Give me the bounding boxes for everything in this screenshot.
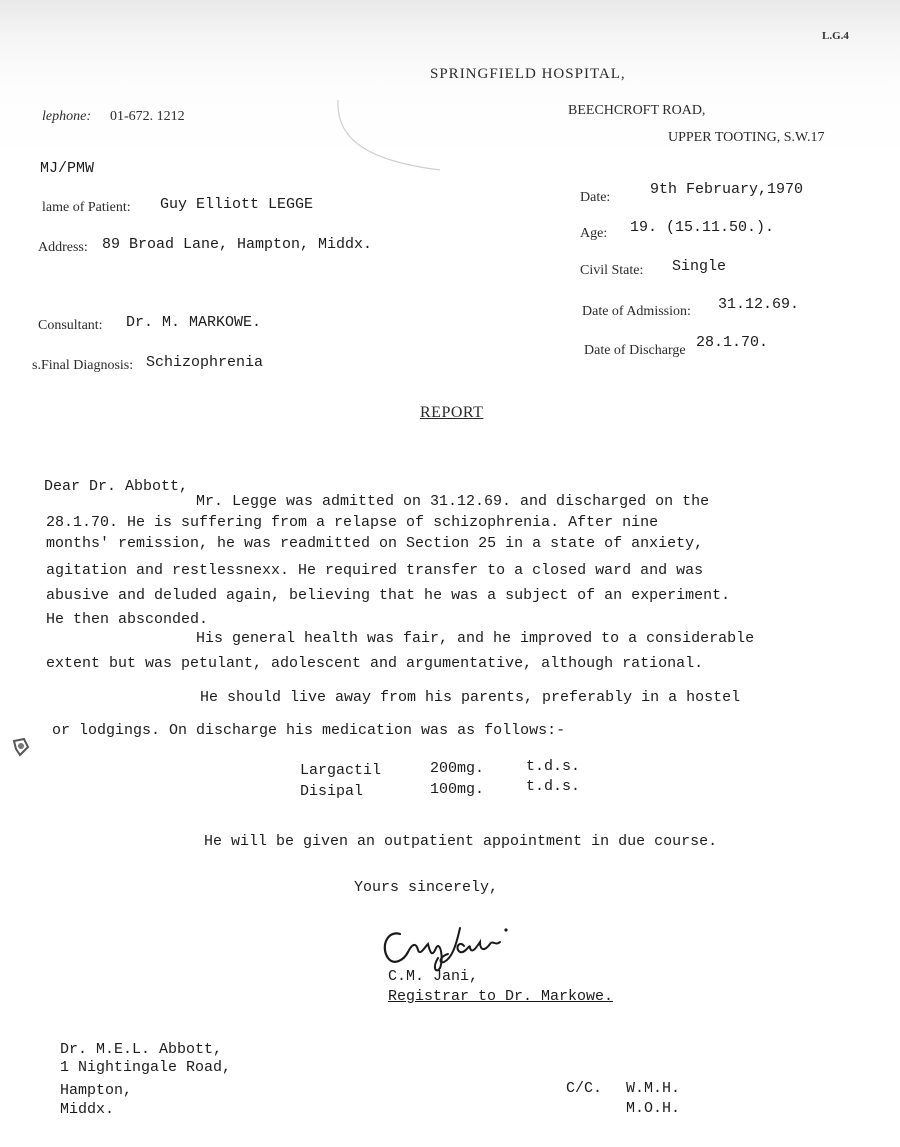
form-reference-code: L.G.4 xyxy=(822,30,849,42)
cc-line: M.O.H. xyxy=(626,1100,681,1117)
paragraph-3-line: He should live away from his parents, preferably in a hostel xyxy=(200,689,741,706)
consultant-label: Consultant: xyxy=(38,318,103,333)
civil-state-value: Single xyxy=(672,258,727,275)
patient-name-label: lame of Patient: xyxy=(42,200,131,215)
cc-line: W.M.H. xyxy=(626,1080,681,1097)
cc-label: C/C. xyxy=(566,1080,603,1097)
diagnosis-value: Schizophrenia xyxy=(146,354,264,371)
letter-reference: MJ/PMW xyxy=(40,160,95,177)
admission-date-label: Date of Admission: xyxy=(582,304,691,319)
date-label: Date: xyxy=(580,190,611,205)
paper-crease xyxy=(330,95,450,175)
salutation: Dear Dr. Abbott, xyxy=(44,478,189,495)
paragraph-1-line: He then absconded. xyxy=(46,611,209,628)
hospital-address-line2: UPPER TOOTING, S.W.17 xyxy=(668,130,825,145)
recipient-line: 1 Nightingale Road, xyxy=(60,1059,232,1076)
civil-state-label: Civil State: xyxy=(580,263,644,278)
diagnosis-label: s.Final Diagnosis: xyxy=(32,358,134,373)
paragraph-1-line: 28.1.70. He is suffering from a relapse of schizophrenia. After nine xyxy=(46,514,659,531)
paragraph-1-line: months' remission, he was readmitted on Section 25 in a state of anxiety, xyxy=(46,535,704,552)
closing: Yours sincerely, xyxy=(354,879,499,896)
recipient-line: Middx. xyxy=(60,1101,115,1118)
patient-address-label: Address: xyxy=(38,240,88,255)
medication-frequency: t.d.s. xyxy=(526,778,581,795)
paragraph-1-line: abusive and deluded again, believing that he was a subject of an experiment. xyxy=(46,587,731,604)
medication-name: Largactil xyxy=(300,762,382,779)
paragraph-4: He will be given an outpatient appointment in due course. xyxy=(204,833,718,850)
paragraph-2-line: extent but was petulant, adolescent and argumentative, although rational. xyxy=(46,655,704,672)
recipient-line: Dr. M.E.L. Abbott, xyxy=(60,1041,223,1058)
telephone-label: lephone: xyxy=(42,109,91,124)
handwritten-signature xyxy=(374,918,534,974)
medication-dose: 200mg. xyxy=(430,760,485,777)
medication-dose: 100mg. xyxy=(430,781,485,798)
hole-punch-mark xyxy=(10,735,34,759)
admission-date-value: 31.12.69. xyxy=(718,296,800,313)
paragraph-1-line: agitation and restlessnexx. He required transfer to a closed ward and was xyxy=(46,562,704,579)
medication-frequency: t.d.s. xyxy=(526,758,581,775)
telephone-number: 01-672. 1212 xyxy=(110,109,185,124)
consultant-name: Dr. M. MARKOWE. xyxy=(126,314,262,331)
paragraph-1-line: Mr. Legge was admitted on 31.12.69. and discharged on the xyxy=(196,493,710,510)
patient-address: 89 Broad Lane, Hampton, Middx. xyxy=(102,236,373,253)
paragraph-3-line: or lodgings. On discharge his medication was as follows:- xyxy=(52,722,566,739)
age-value: 19. (15.11.50.). xyxy=(630,219,775,236)
signer-name: C.M. Jani, xyxy=(388,968,479,985)
hospital-name: SPRINGFIELD HOSPITAL, xyxy=(430,66,626,82)
discharge-date-value: 28.1.70. xyxy=(696,334,769,351)
report-title: REPORT xyxy=(420,404,484,421)
patient-name: Guy Elliott LEGGE xyxy=(160,196,314,213)
hospital-address-line1: BEECHCROFT ROAD, xyxy=(568,103,706,118)
medication-name: Disipal xyxy=(300,783,364,800)
age-label: Age: xyxy=(580,226,608,241)
date-value: 9th February,1970 xyxy=(650,181,804,198)
recipient-line: Hampton, xyxy=(60,1082,133,1099)
signer-title: Registrar to Dr. Markowe. xyxy=(388,988,614,1005)
discharge-date-label: Date of Discharge xyxy=(584,343,686,358)
paragraph-2-line: His general health was fair, and he improved to a considerable xyxy=(196,630,755,647)
